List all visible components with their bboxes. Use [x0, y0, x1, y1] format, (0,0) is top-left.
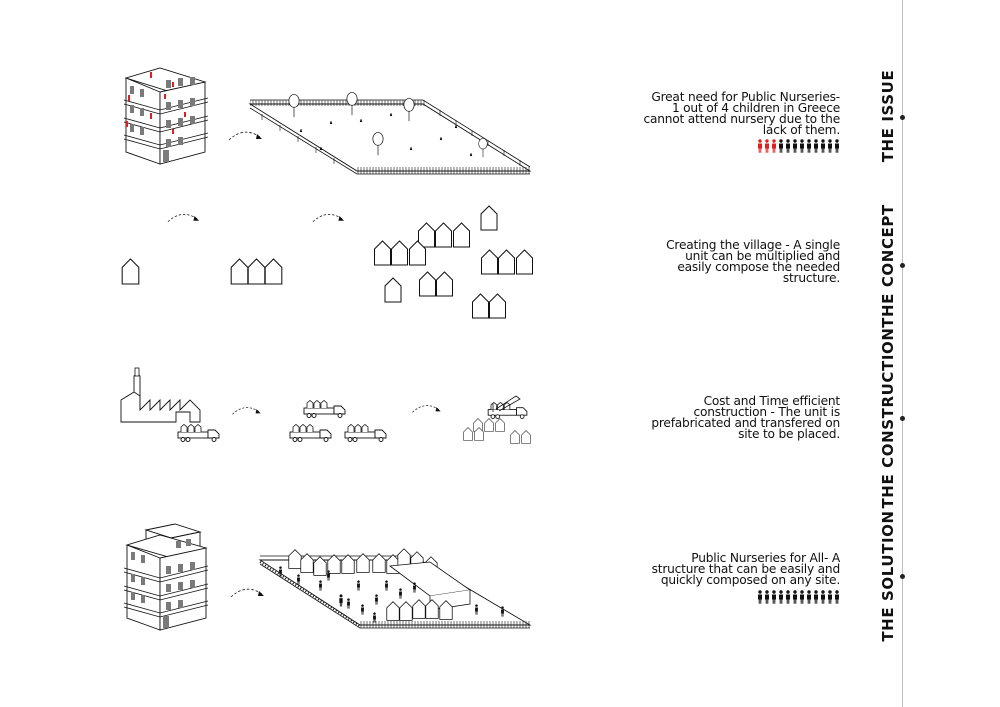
issue-line-4: lack of them. [762, 123, 840, 137]
solution-line-1: Public Nurseries for All- A [691, 551, 840, 565]
concept-single-unit [122, 259, 139, 284]
construction-crane-site [464, 396, 531, 443]
solution-arrow [231, 589, 264, 597]
concept-line-1: Creating the village - A single [666, 238, 840, 252]
section-label-concept: THE CONCEPT [879, 204, 897, 328]
issue-line-2: 1 out of 4 children in Greece [671, 101, 840, 115]
concept-line-4: structure. [782, 271, 840, 285]
construction-line-3: prefabricated and transfered on [651, 416, 840, 430]
section-label-issue: THE ISSUE [879, 69, 897, 163]
issue-arrow [229, 132, 262, 140]
construction-line-4: site to be placed. [738, 427, 840, 441]
solution-line-2: structure that can be easily and [651, 562, 840, 576]
construction-truck-4 [345, 425, 386, 442]
issue-line-3: cannot attend nursery due to the [643, 112, 840, 126]
construction-line-2: construction - The unit is [693, 405, 840, 419]
issue-fenced-site [250, 92, 530, 174]
concept-triple-unit [231, 259, 282, 284]
construction-truck-1 [178, 425, 219, 442]
construction-truck-3 [290, 425, 331, 442]
construction-arrow-1 [232, 408, 260, 415]
concept-arrow-2 [313, 214, 344, 221]
concept-village [375, 206, 533, 318]
concept-arrow-1 [168, 214, 199, 221]
construction-truck-2 [304, 401, 345, 418]
construction-arrow-2 [412, 406, 440, 413]
solution-line-3: quickly composed on any site. [660, 573, 840, 587]
issue-line-1: Great need for Public Nurseries- [651, 90, 840, 104]
concept-line-2: unit can be multiplied and [685, 249, 840, 263]
section-label-solution: THE SOLUTION [879, 510, 897, 642]
solution-village-site [260, 549, 530, 628]
construction-line-1: Cost and Time efficient [703, 394, 840, 408]
issue-building [124, 68, 208, 164]
section-label-construction: THE CONSTRUCTION [879, 327, 897, 509]
solution-building [124, 524, 208, 630]
construction-factory [121, 368, 200, 422]
concept-line-3: easily compose the needed [677, 260, 840, 274]
